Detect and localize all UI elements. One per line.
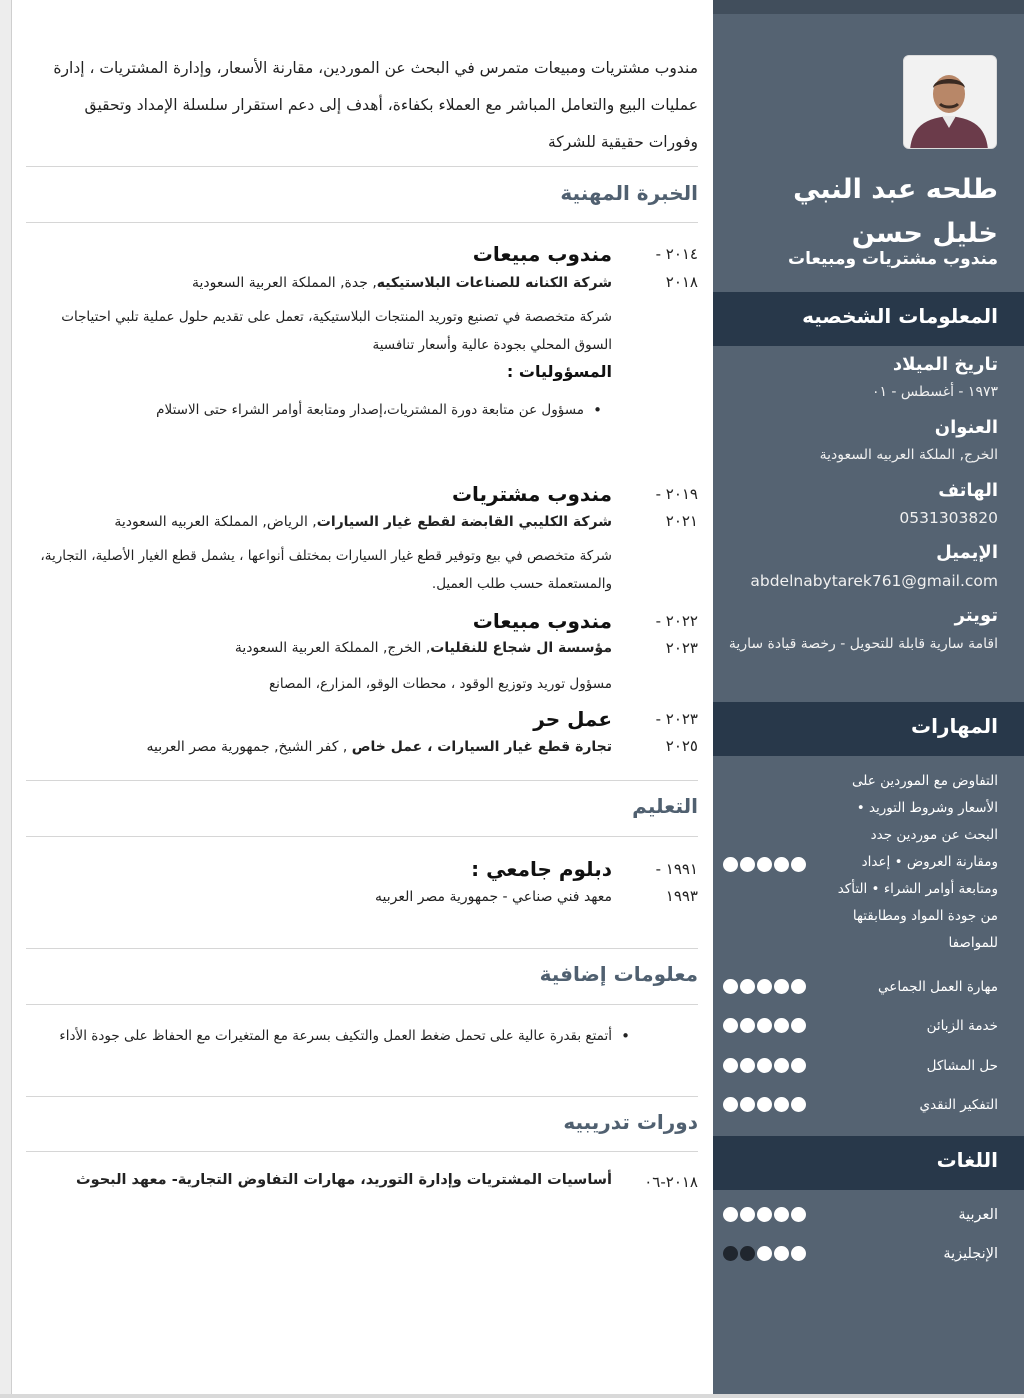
address-label: العنوان: [934, 417, 998, 438]
rating-dot: [791, 857, 806, 872]
job-date-end: ٢٠٢٥: [665, 737, 698, 755]
job-description: شركة متخصصة في تصنيع وتوريد المنتجات البلاستيكية، تعمل على تقديم حلول عملية تلبي احتياجات السوق المحلي بجودة عالية وأسعار تنافسية: [61, 309, 612, 353]
languages-heading-bar: [713, 1136, 1024, 1190]
skills-heading: المهارات: [911, 714, 998, 738]
courses-heading: دورات تدريبيه: [563, 1110, 698, 1134]
rating-dot: [757, 979, 772, 994]
divider: [26, 836, 698, 837]
company-name: تجارة قطع غيار السيارات ، عمل خاص: [351, 739, 612, 755]
rating-dot: [757, 1097, 772, 1112]
sidebar: [713, 0, 1024, 1398]
divider: [26, 780, 698, 781]
rating-dot: [774, 1097, 789, 1112]
main-content: [26, 0, 698, 1398]
skill-rating: [723, 857, 806, 872]
divider: [26, 1151, 698, 1152]
course-title: أساسيات المشتريات وإدارة التوريد، مهارات التفاوض التجارية- معهد البحوث: [76, 1172, 612, 1188]
profile-photo: [903, 55, 997, 149]
responsibilities-heading: المسؤوليات :: [506, 362, 612, 381]
rating-dot: [740, 1207, 755, 1222]
company-name: مؤسسة ال شجاع للنقليات: [430, 640, 612, 656]
rating-dot: [791, 1018, 806, 1033]
language-rating: [723, 1207, 806, 1222]
languages-heading: اللغات: [936, 1148, 998, 1172]
company-name: شركة الكنانه للصناعات البلاستيكيه: [376, 275, 612, 291]
rating-dot: [774, 1207, 789, 1222]
rating-dot: [774, 857, 789, 872]
person-photo-icon: [903, 56, 996, 149]
rating-dot: [740, 1097, 755, 1112]
personal-info-heading: المعلومات الشخصيه: [802, 304, 998, 328]
person-job-title: مندوب مشتريات ومبيعات: [788, 249, 998, 269]
language-rating: [723, 1246, 806, 1261]
rating-dot: [791, 1207, 806, 1222]
skill-rating: [723, 1097, 806, 1112]
person-name: طلحه عبد النبي خليل حسن: [793, 174, 998, 249]
rating-dot: [757, 1018, 772, 1033]
rating-dot: [723, 857, 738, 872]
skill-label: التفاوض مع الموردين على الأسعار وشروط التوريد • البحث عن موردين جدد ومقارنة العروض • إعداد ومتابعة أوامر الشراء • التأكد من جودة المواد ومطابقتها للمواصفا: [837, 773, 998, 951]
divider: [26, 1096, 698, 1097]
personal-info-heading-bar: [713, 292, 1024, 346]
page-left-margin: [0, 0, 12, 1398]
job-title: مندوب مبيعات: [472, 609, 612, 633]
education-institution: معهد فني صناعي - جمهورية مصر العربيه: [374, 889, 612, 905]
rating-dot: [774, 1246, 789, 1261]
skill-rating: [723, 979, 806, 994]
job-title: مندوب مشتريات: [451, 482, 612, 506]
course-date: ٢٠١٨-٠٦: [644, 1173, 698, 1191]
address-value: الخرج, الملكة العربيه السعودية: [819, 447, 998, 463]
education-date-end: ١٩٩٣: [665, 887, 698, 905]
divider: [26, 1004, 698, 1005]
rating-dot: [791, 979, 806, 994]
company-location: , جدة, المملكة العربية السعودية: [191, 275, 377, 291]
responsibility-item: • مسؤول عن متابعة دورة المشتريات،إصدار ومتابعة أوامر الشراء حتى الاستلام: [114, 396, 584, 424]
job-company: [192, 275, 612, 291]
skills-heading-bar: [713, 702, 1024, 756]
email-value[interactable]: abdelnabytarek761@gmail.com: [750, 572, 998, 590]
rating-dot: [740, 979, 755, 994]
company-location: , الرياض, المملكة العربيه السعودية: [114, 514, 317, 530]
language-label: العربية: [958, 1207, 998, 1223]
rating-dot: [757, 1207, 772, 1222]
rating-dot: [757, 1246, 772, 1261]
job-date-end: ٢٠١٨: [665, 273, 698, 291]
job-date-end: ٢٠٢٣: [665, 639, 698, 657]
skill-label: حل المشاكل: [926, 1058, 998, 1074]
rating-dot: [757, 1058, 772, 1073]
job-company: [114, 514, 612, 530]
company-location: , الخرج, المملكة العربية السعودية: [234, 640, 431, 656]
rating-dot: [791, 1058, 806, 1073]
education-heading: التعليم: [632, 794, 698, 818]
rating-dot: [791, 1246, 806, 1261]
education-title: دبلوم جامعي :: [471, 857, 612, 881]
rating-dot: [723, 979, 738, 994]
job-date-start: ٢٠٢٣ -: [655, 710, 698, 728]
company-name: شركة الكليبي القابضة لقطع غيار السيارات: [316, 514, 612, 530]
job-title: عمل حر: [533, 707, 612, 731]
divider: [26, 222, 698, 223]
job-description: شركة متخصص في بيع وتوفير قطع غيار السيارات بمختلف أنواعها ، يشمل قطع الغيار الأصلية، التجارية، والمستعملة حسب طلب العميل.: [40, 548, 612, 592]
job-company: [147, 739, 612, 755]
job-date-end: ٢٠٢١: [665, 512, 698, 530]
twitter-value: اقامة سارية قابلة للتحويل - رخصة قيادة سارية: [728, 636, 998, 652]
experience-heading: الخبرة المهنية: [560, 181, 698, 205]
divider: [26, 948, 698, 949]
email-label: الإيميل: [936, 542, 998, 563]
rating-dot-empty: [723, 1246, 738, 1261]
profile-summary: مندوب مشتريات ومبيعات متمرس في البحث عن الموردين، مقارنة الأسعار، وإدارة المشتريات ، إدارة عمليات البيع والتعامل المباشر مع العملاء بكفاءة، أهدف إلى دعم استقرار سلسلة الإمداد وتحقيق وفورات حقيقية للشركة: [53, 59, 698, 151]
page-bottom-edge: [0, 1394, 1024, 1398]
skill-rating: [723, 1018, 806, 1033]
education-date-start: ١٩٩١ -: [655, 860, 698, 878]
birth-date-label: تاريخ الميلاد: [892, 354, 998, 375]
phone-value[interactable]: 0531303820: [899, 509, 998, 527]
job-description: مسؤول توريد وتوزيع الوقود ، محطات الوقو، المزارع، المصانع: [268, 676, 612, 692]
rating-dot: [740, 1018, 755, 1033]
skill-label: خدمة الزبائن: [926, 1018, 998, 1034]
rating-dot: [774, 1058, 789, 1073]
sidebar-top-strip: [713, 0, 1024, 14]
job-title: مندوب مبيعات: [472, 242, 612, 266]
job-company: [235, 640, 612, 656]
rating-dot: [723, 1097, 738, 1112]
rating-dot: [740, 857, 755, 872]
phone-label: الهاتف: [938, 480, 998, 501]
rating-dot: [723, 1207, 738, 1222]
rating-dot: [723, 1058, 738, 1073]
job-date-start: ٢٠٢٢ -: [655, 612, 698, 630]
rating-dot: [791, 1097, 806, 1112]
skill-label: مهارة العمل الجماعي: [878, 979, 998, 995]
language-label: الإنجليزية: [943, 1246, 998, 1262]
rating-dot: [757, 857, 772, 872]
skill-label: التفكير النقدي: [919, 1097, 998, 1113]
additional-info-heading: معلومات إضافية: [539, 962, 698, 986]
job-date-start: ٢٠١٩ -: [655, 485, 698, 503]
skill-rating: [723, 1058, 806, 1073]
job-date-start: ٢٠١٤ -: [655, 245, 698, 263]
company-location: , كفر الشيخ, جمهورية مصر العربيه: [146, 739, 352, 755]
rating-dot: [774, 1018, 789, 1033]
divider: [26, 166, 698, 167]
rating-dot-empty: [740, 1246, 755, 1261]
birth-date-value: ١٩٧٣ - أغسطس - ٠١: [871, 384, 998, 400]
rating-dot: [774, 979, 789, 994]
twitter-label: تويتر: [954, 605, 998, 626]
rating-dot: [740, 1058, 755, 1073]
additional-info-item: • أتمتع بقدرة عالية على تحمل ضغط العمل والتكيف بسرعة مع المتغيرات مع الحفاظ على جودة الأداء: [52, 1022, 612, 1050]
rating-dot: [723, 1018, 738, 1033]
